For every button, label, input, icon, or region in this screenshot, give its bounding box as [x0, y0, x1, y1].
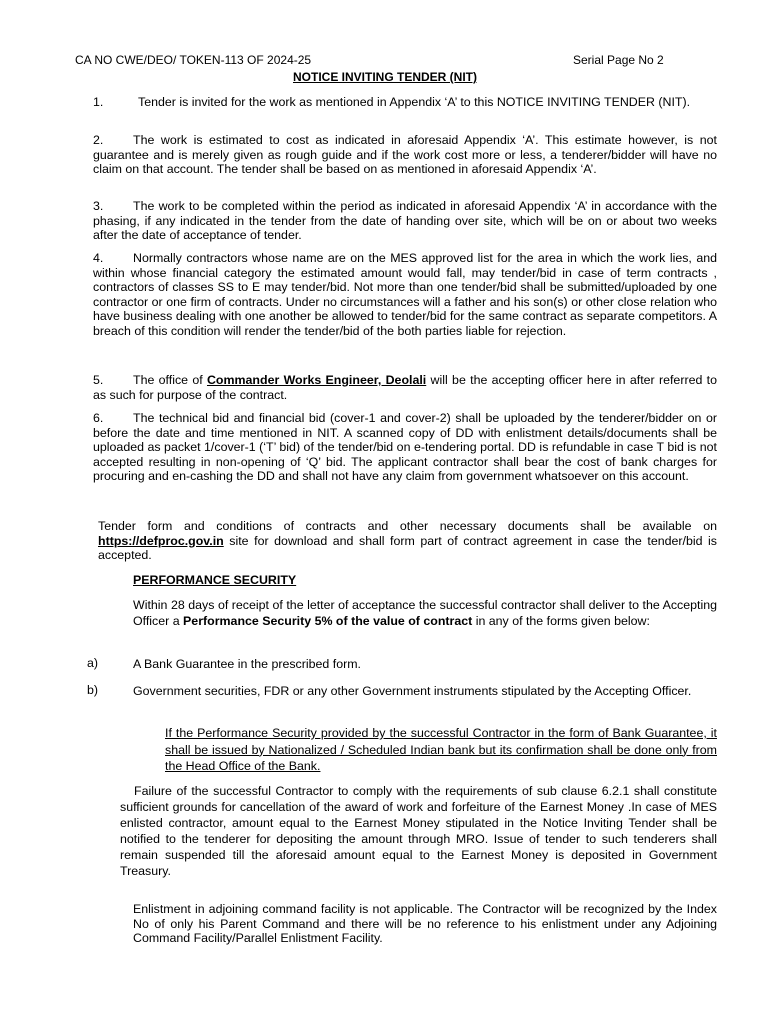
paragraph-4	[93, 251, 717, 338]
paragraph-2	[93, 133, 717, 177]
paragraph-6	[93, 411, 717, 484]
paragraph-text: Tender is invited for the work as mentioned in Appendix ‘A’ to this NOTICE INVITING TENDER (NIT).	[138, 95, 691, 109]
paragraph-number: 4.	[93, 251, 104, 265]
serial-page-number: Serial Page No 2	[573, 53, 664, 67]
paragraph-text: The technical bid and financial bid (cover-1 and cover-2) shall be uploaded by the tenderer/bidder on or before the date and time mentioned in NIT. A scanned copy of DD with enlistment details/documents shall be uploaded as packet 1/cover-1 (‘T’ bid) of the tender/bid on e-tendering portal. DD is refundable in case T bid is not accepted resulting in non-opening of ‘Q’ bid. The applicant contractor shall bear the cost of bank charges for procuring and en-cashing the DD and shall not have any claim from government whatsoever on this account.	[93, 411, 717, 483]
page-title: NOTICE INVITING TENDER (NIT)	[293, 70, 477, 84]
paragraph-number: 1.	[93, 95, 104, 109]
performance-security-intro	[133, 597, 717, 629]
item-a-text: A Bank Guarantee in the prescribed form.	[133, 657, 361, 671]
item-b-label: b)	[87, 683, 99, 697]
tender-documents-paragraph	[98, 519, 717, 563]
item-b-text: Government securities, FDR or any other Government instruments stipulated by the Accepting Officer.	[133, 684, 692, 698]
failure-clause-paragraph: Failure of the successful Contractor to comply with the requirements of sub clause 6.2.1 shall constitute sufficient grounds for cancellation of the award of work and forfeiture of the Earnest Money .In case of MES enlisted contractor, amount equal to the Earnest Money stipulated in the Notice Inviting Tender shall be notified to the tenderer for depositing the amount through MRO. Issue of tender to such tenderers shall remain suspended till the aforesaid amount equal to the Earnest Money is deposited in Government Treasury.	[120, 784, 717, 878]
paragraph-text: The work to be completed within the period as indicated in aforesaid Appendix ‘A’ in accordance with the phasing, if any indicated in the tender from the date of handing over site, which will be on or about two weeks after the date of acceptance of tender.	[93, 199, 717, 242]
paragraph-number: 3.	[93, 199, 104, 213]
paragraph-5	[93, 373, 717, 402]
paragraph-text: The work is estimated to cost as indicated in aforesaid Appendix ‘A’. This estimate however, is not guarantee and is merely given as rough guide and if the work cost more or less, a tenderer/bidder will have no claim on that account. The tender shall be based on as mentioned in aforesaid Appendix ‘A’.	[93, 133, 717, 176]
paragraph-text-start: Tender form and conditions of contracts and other necessary documents shall be available on	[98, 519, 717, 533]
bank-guarantee-note: If the Performance Security provided by the successful Contractor in the form of Bank Guarantee, it shall be issued by Nationalized / Scheduled Indian bank but its confirmation shall be done only from the Head Office of the Bank.	[165, 726, 717, 773]
defproc-link[interactable]: https://defproc.gov.in	[98, 533, 224, 548]
paragraph-3	[93, 199, 717, 243]
paragraph-number: 6.	[93, 411, 104, 425]
paragraph-text-end: in any of the forms given below:	[472, 614, 650, 628]
accepting-officer-name: Commander Works Engineer, Deolali	[206, 373, 427, 387]
performance-security-rate: Performance Security 5% of the value of contract	[183, 614, 473, 628]
paragraph-text-start: Within 28 days of receipt of the letter of acceptance the successful contractor shall deliver to the Accepting Officer a	[133, 598, 717, 628]
paragraph-text-end: site for download and shall form part of contract agreement in case the tender/bid is accepted.	[98, 533, 717, 562]
paragraph-text: Normally contractors whose name are on the MES approved list for the area in which the work lies, and within whose financial category the estimated amount would fall, may tender/bid in case of term contracts , contractors of classes SS to E may tender/bid. Not more than one tender/bid shall be submitted/uploaded by one contractor or one firm of contracts. Under no circumstances will a father and his son(s) or other close relation who have business dealing with one another be allowed to tender/bid for the same contract as separate competitors. A breach of this condition will render the tender/bid of the both parties liable for rejection.	[93, 251, 717, 338]
paragraph-text-end: will be the accepting officer here in after referred to as such for purpose of the contract.	[93, 373, 717, 402]
item-a-label: a)	[87, 656, 99, 670]
contract-number: CA NO CWE/DEO/ TOKEN-113 OF 2024-25	[75, 53, 312, 67]
paragraph-text-start: The office of	[133, 373, 207, 387]
enlistment-paragraph: Enlistment in adjoining command facility is not applicable. The Contractor will be recognized by the Index No of only his Parent Command and there will be no reference to his enlistment under any Adjoining Command Facility/Parallel Enlistment Facility.	[133, 902, 717, 945]
paragraph-number: 2.	[93, 133, 104, 147]
paragraph-number: 5.	[93, 373, 104, 387]
performance-security-heading: PERFORMANCE SECURITY	[133, 573, 297, 587]
paragraph-1	[93, 95, 717, 110]
